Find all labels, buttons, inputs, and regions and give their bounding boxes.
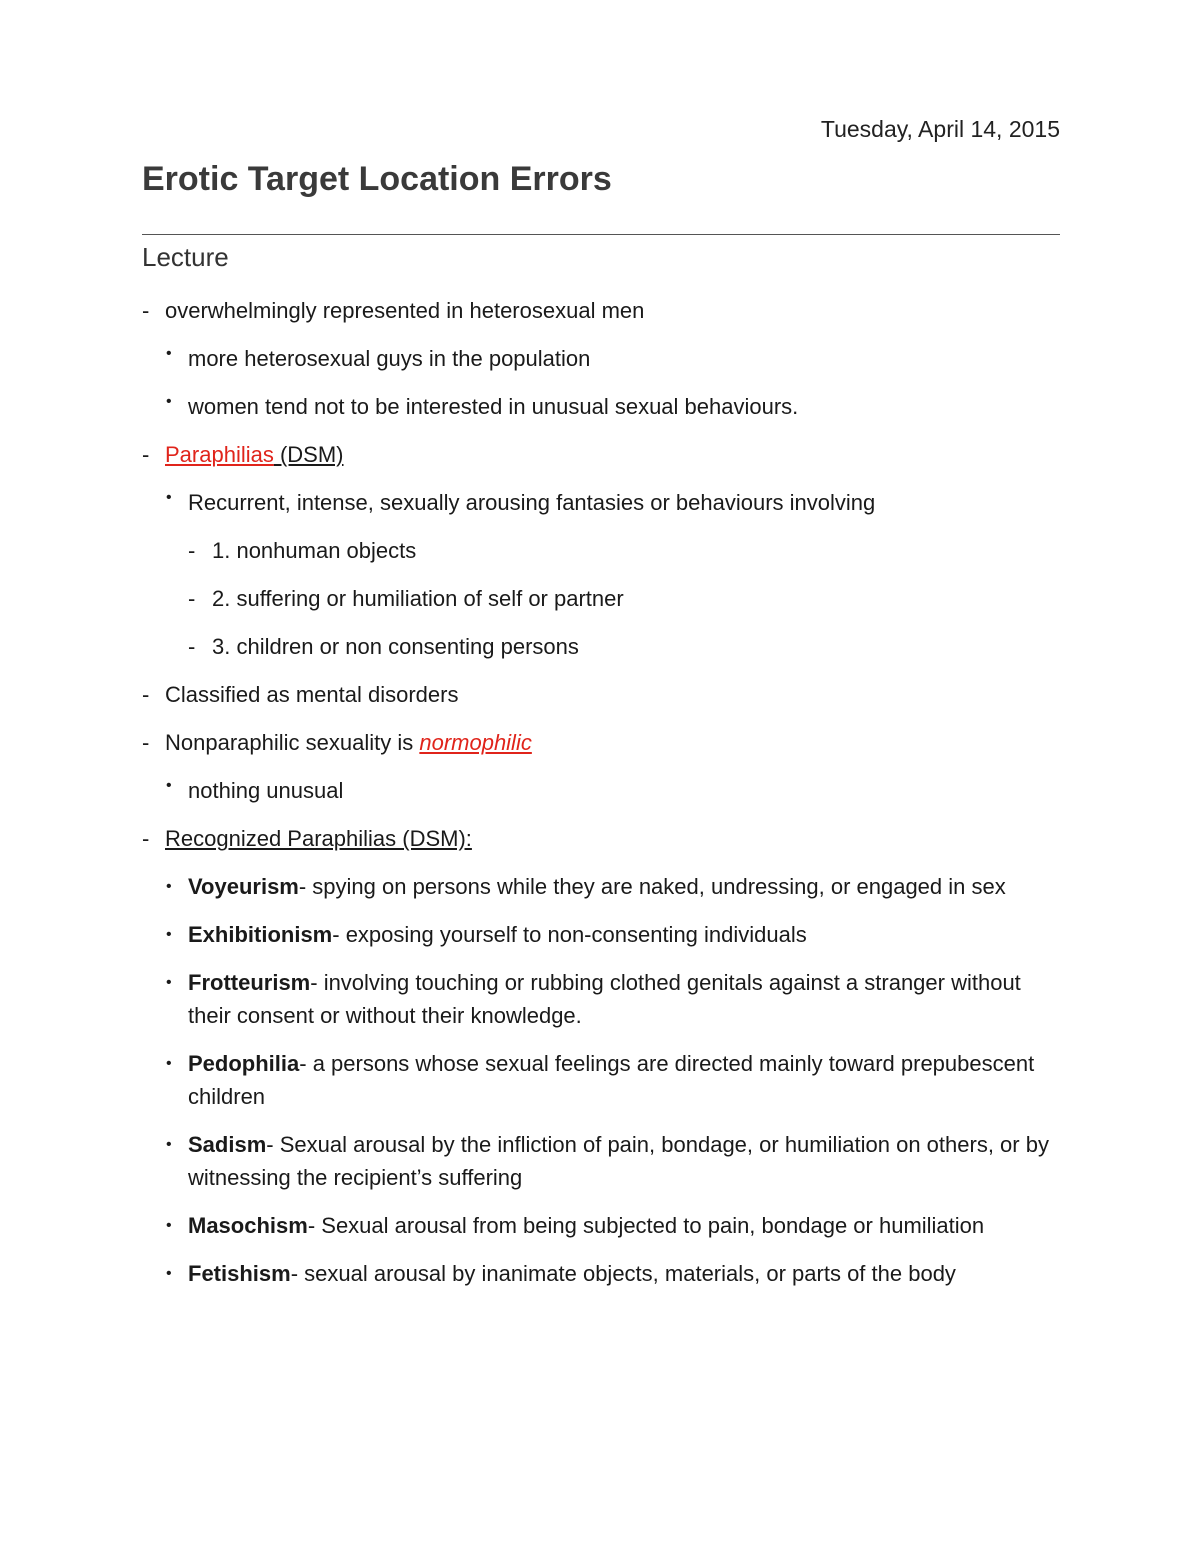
highlighted-term: Paraphilias: [165, 442, 274, 467]
bullet-marker: •: [166, 345, 172, 362]
item-text: nothing unusual: [188, 778, 344, 803]
paraphilia-item: [142, 966, 1060, 1032]
paraphilia-term: Sadism: [188, 1132, 267, 1157]
bullet-marker: •: [166, 974, 172, 991]
item-text: Nonparaphilic sexuality is: [165, 730, 420, 755]
bullet-marker: •: [166, 1136, 172, 1153]
paraphilia-definition: - spying on persons while they are naked, undressing, or engaged in sex: [298, 874, 1006, 899]
paraphilia-item: [142, 1209, 1060, 1242]
notes-body: [142, 294, 1060, 1305]
bullet-marker: •: [166, 926, 172, 943]
paraphilia-term: Exhibitionism: [188, 922, 333, 947]
bullet-marker: •: [166, 777, 172, 794]
bullet-marker: •: [166, 878, 172, 895]
list-item: [142, 582, 1060, 615]
document-date: Tuesday, April 14, 2015: [820, 116, 1060, 142]
list-item: [142, 774, 1060, 807]
title-divider: [142, 234, 1060, 235]
paraphilia-item: [142, 1047, 1060, 1113]
dash-marker: -: [142, 730, 150, 755]
bullet-marker: •: [166, 489, 172, 506]
bullet-marker: •: [166, 393, 172, 410]
list-item: [142, 294, 1060, 327]
paraphilia-term: Voyeurism: [188, 874, 299, 899]
list-item: [142, 822, 1060, 855]
list-item: [142, 630, 1060, 663]
dash-marker: -: [142, 826, 150, 851]
paraphilia-term: Pedophilia: [188, 1051, 300, 1076]
item-text: Classified as mental disorders: [165, 682, 459, 707]
highlighted-term: normophilic: [419, 730, 532, 755]
paraphilia-item: [142, 918, 1060, 951]
list-item: [142, 342, 1060, 375]
paraphilia-definition: - exposing yourself to non-consenting individuals: [332, 922, 807, 947]
subsection-heading: Recognized Paraphilias (DSM):: [165, 826, 472, 851]
bullet-marker: •: [166, 1217, 172, 1234]
list-item: [142, 486, 1060, 519]
list-item: [142, 726, 1060, 759]
dash-marker: -: [142, 298, 150, 323]
paraphilia-definition: - involving touching or rubbing clothed genitals against a stranger without their consent or without their knowledge.: [188, 970, 1021, 1028]
bullet-marker: •: [166, 1265, 172, 1282]
list-item: [142, 390, 1060, 423]
paraphilia-definition: - Sexual arousal from being subjected to pain, bondage or humiliation: [307, 1213, 985, 1238]
list-item: [142, 438, 1060, 471]
dash-marker: -: [188, 586, 196, 611]
item-text: 1. nonhuman objects: [212, 538, 417, 563]
list-item: [142, 678, 1060, 711]
list-item: [142, 534, 1060, 567]
paraphilia-item: [142, 1257, 1060, 1290]
paraphilia-term: Masochism: [188, 1213, 308, 1238]
dash-marker: -: [142, 682, 150, 707]
dash-marker: -: [188, 538, 196, 563]
document-title: Erotic Target Location Errors: [142, 160, 612, 198]
paraphilia-definition: - sexual arousal by inanimate objects, materials, or parts of the body: [290, 1261, 956, 1286]
paraphilia-term: Fetishism: [188, 1261, 291, 1286]
item-text: Recurrent, intense, sexually arousing fantasies or behaviours involving: [188, 490, 876, 515]
item-text: (DSM): [273, 442, 344, 467]
bullet-marker: •: [166, 1055, 172, 1072]
item-text: 2. suffering or humiliation of self or partner: [212, 586, 624, 611]
item-text: women tend not to be interested in unusual sexual behaviours.: [188, 394, 799, 419]
item-text: more heterosexual guys in the population: [188, 346, 591, 371]
dash-marker: -: [188, 634, 196, 659]
paraphilia-item: [142, 870, 1060, 903]
paraphilia-list: [142, 870, 1060, 1290]
paraphilia-item: [142, 1128, 1060, 1194]
paraphilia-definition: - Sexual arousal by the infliction of pain, bondage, or humiliation on others, or by witnessing the recipient’s suffering: [188, 1132, 1049, 1190]
paraphilia-term: Frotteurism: [188, 970, 311, 995]
item-text: 3. children or non consenting persons: [212, 634, 579, 659]
dash-marker: -: [142, 442, 150, 467]
section-heading: Lecture: [142, 242, 229, 272]
paraphilia-definition: - a persons whose sexual feelings are directed mainly toward prepubescent children: [188, 1051, 1035, 1109]
item-text: overwhelmingly represented in heterosexual men: [165, 298, 645, 323]
